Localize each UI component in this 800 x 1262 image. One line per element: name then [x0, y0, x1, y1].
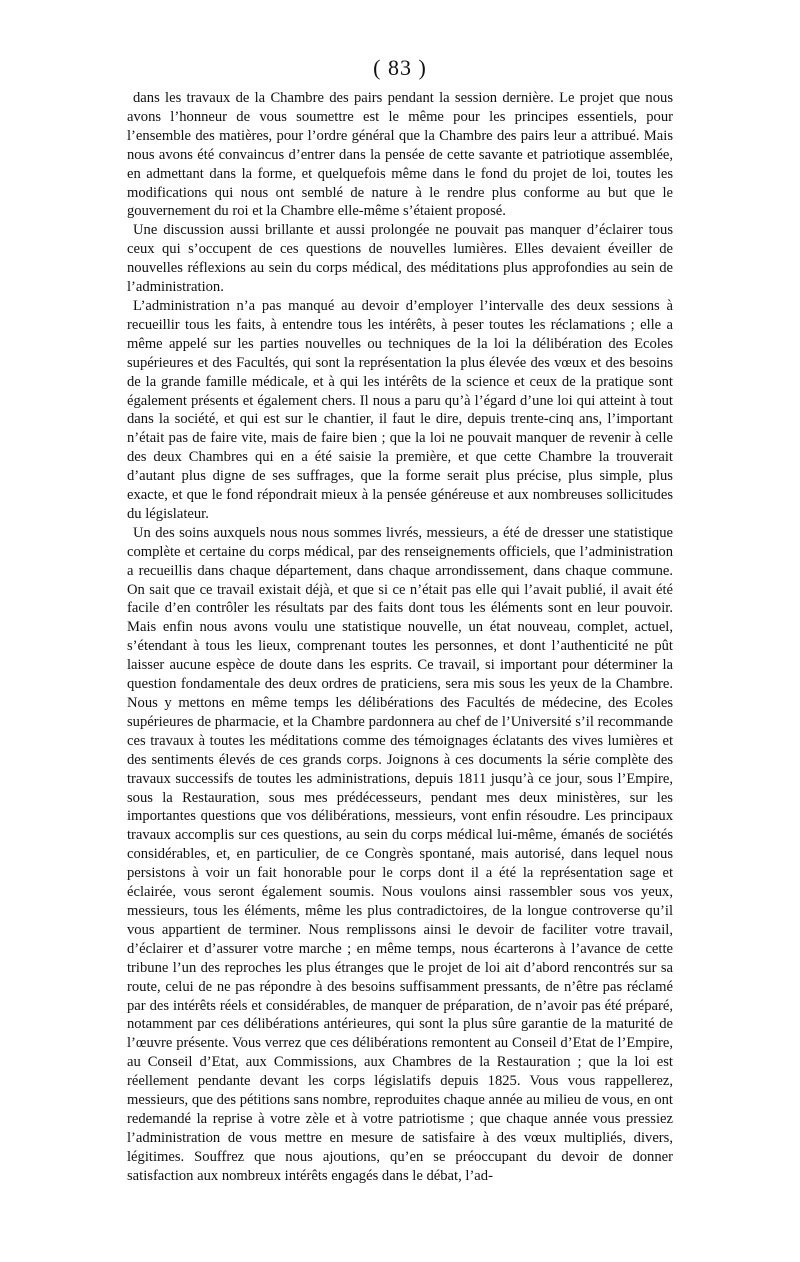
paragraph-4: Un des soins auxquels nous nous sommes livrés, messieurs, a été de dresser une statistique complète et certaine du corps médical, par des renseignements officiels, que l’administration a recueillis dans chaque département, dans chaque arrondissement, dans chaque commune. On sait que ce travail existait déjà, et que si ce n’était pas elle qui l’avait publié, il avait été facile d’en contrôler les résultats par des faits dont tous les éléments sont en leur pouvoir. Mais enfin nous avons voulu une statistique nouvelle, un état nouveau, complet, actuel, s’étendant à tous les lieux, comprenant toutes les personnes, et dont l’authenticité ne pût laisser aucune espèce de doute dans les esprits. Ce travail, si important pour déterminer la question fondamentale des deux ordres de praticiens, sera mis sous les yeux de la Chambre. Nous y mettons en même temps les délibérations des Facultés de médecine, des Ecoles supérieures de pharmacie, et la Chambre pardonnera au chef de l’Université s’il recommande ces travaux à toutes les méditations comme des témoignages éclatants des vives lumières et des sentiments élevés de ces grands corps. Joignons à ces documents la série complète des travaux successifs de toutes les administrations, depuis 1811 jusqu’à ce jour, sous l’Empire, sous la Restauration, sous mes prédécesseurs, pendant mes deux ministères, sur les importantes questions que vos délibérations, messieurs, vont enfin résoudre. Les principaux travaux accomplis sur ces questions, au sein du corps médical lui-même, émanés de sociétés considérables, et, en particulier, de ce Congrès spontané, mais autorisé, dans lequel nous persistons à voir un fait honorable pour le corps dont il a été la représentation sage et éclairée, vous seront également soumis. Nous voulons ainsi rassembler sous vos yeux, messieurs, tous les éléments, même les plus contradictoires, de la longue controverse qu’il vous appartient de terminer. Nous remplissons ainsi le devoir de faciliter votre travail, d’éclairer et d’assurer votre marche ; en même temps, nous écarterons à l’avance de cette tribune l’un des reproches les plus étranges que le projet de loi ait d’abord rencontrés sur sa route, celui de ne pas répondre à des besoins suffisamment pressants, de n’être pas réclamé par des intérêts réels et considérables, de manquer de préparation, de n’avoir pas été préparé, notamment par ces délibérations antérieures, qui sont la plus sûre garantie de la maturité de l’œuvre présente. Vous verrez que ces délibérations remontent au Conseil d’Etat de l’Empire, au Conseil d’Etat, aux Commissions, aux Chambres de la Restauration ; que la loi est réellement pendante devant les corps législatifs depuis 1825. Vous vous rappellerez, messieurs, que des pétitions sans nombre, reproduites chaque année au milieu de vous, en ont redemandé la reprise à votre zèle et à votre patriotisme ; que chaque année vous pressiez l’administration de vous mettre en mesure de satisfaire à des vœux multipliés, divers, légitimes. Souffrez que nous ajoutions, qu’en se préoccupant du devoir de donner satisfaction aux nombreux intérêts engagés dans le débat, l’ad-: [127, 524, 673, 1184]
paragraph-2: Une discussion aussi brillante et aussi prolongée ne pouvait pas manquer d’éclairer tous ceux qui s’occupent de ces questions de nouvelles lumières. Elles devaient éveiller de nouvelles réflexions au sein du corps médical, des méditations plus approfondies au sein de l’administration.: [127, 222, 673, 296]
page-number: ( 83 ): [373, 55, 427, 80]
paragraph-1: dans les travaux de la Chambre des pairs pendant la session dernière. Le projet que nous avons l’honneur de vous soumettre est le même pour les principes essentiels, pour l’ensemble des matières, pour l’ordre général que la Chambre des pairs leur a attribué. Mais nous avons été convaincus d’entrer dans la pensée de cette savante et patriotique assemblée, en admettant dans la forme, et quelquefois même dans le fond du projet de loi, toutes les modifications qui nous ont semblé de nature à le rendre plus conforme au but que le gouvernement du roi et la Chambre elle-même s’étaient proposé.: [127, 90, 673, 220]
paragraph-3: L’administration n’a pas manqué au devoir d’employer l’intervalle des deux sessions à recueillir tous les faits, à entendre tous les intérêts, à peser toutes les réclamations ; elle a même appelé sur les parties nouvelles ou techniques de la loi la délibération des Ecoles supérieures et des Facultés, qui sont la représentation la plus élevée des vœux et des besoins de la grande famille médicale, et à qui les intérêts de la science et ceux de la pratique sont également présents et également chers. Il nous a paru qu’à l’égard d’une loi qui atteint à tout dans la société, et qui est sur le chantier, il faut le dire, depuis trente-cinq ans, l’important n’était pas de faire vite, mais de faire bien ; que la loi ne pouvait manquer de revenir à celle des deux Chambres qui en a été saisie la première, et que cette Chambre la trouverait d’autant plus digne de ses suffrages, que la forme serait plus précise, plus simple, plus exacte, et que le fond répondrait mieux à la pensée généreuse et aux nombreuses sollicitudes du législateur.: [127, 297, 673, 522]
document-page: [127, 55, 673, 1186]
